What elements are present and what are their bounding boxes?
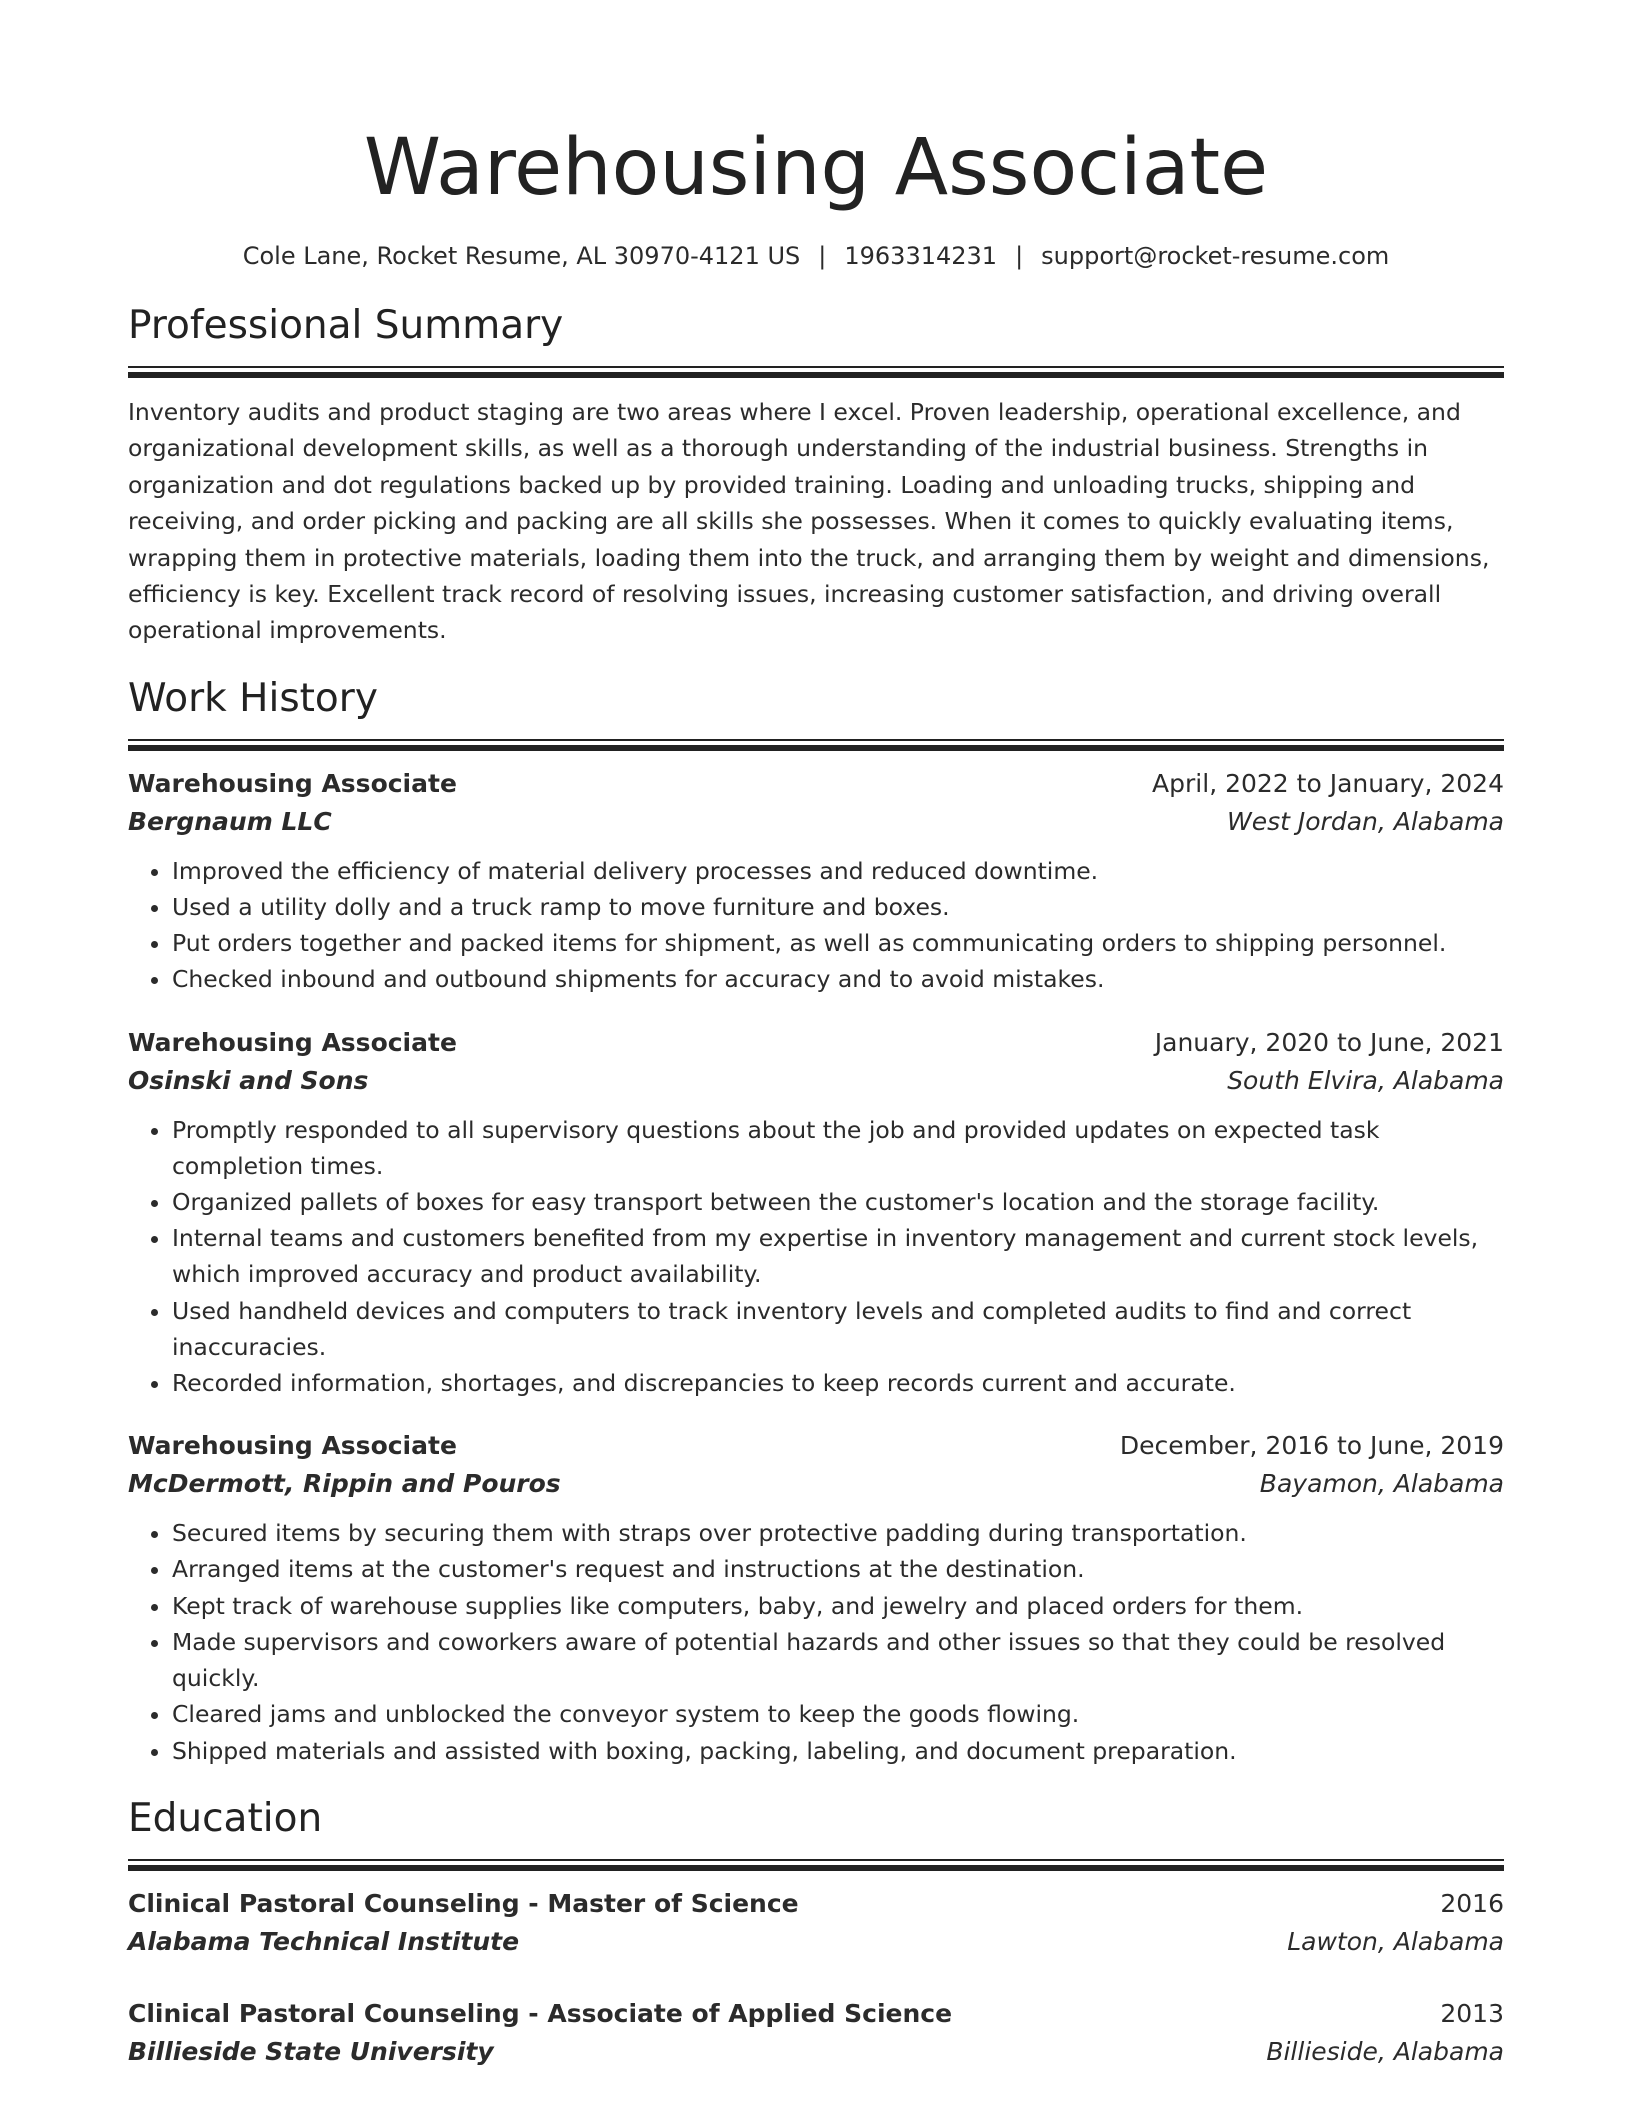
job-dates: January, 2020 to June, 2021: [1154, 1027, 1504, 1057]
list-item: • Used handheld devices and computers to track inventory levels and completed audits to find and correct inaccuracies.: [172, 1293, 1504, 1365]
job-entry: [128, 765, 1504, 998]
list-item: • Secured items by securing them with straps over protective padding during transportation.: [172, 1515, 1504, 1551]
section-title-work: Work History: [128, 675, 378, 721]
list-item: • Internal teams and customers benefited from my expertise in inventory management and current stock levels, which improved accuracy and product availability.: [172, 1220, 1504, 1292]
education-location: Lawton, Alabama: [1287, 1926, 1504, 1956]
list-item: • Promptly responded to all supervisory questions about the job and provided updates on expected task completion times.: [172, 1112, 1504, 1184]
education-entry: [128, 1995, 1504, 2071]
summary-section: [128, 300, 1504, 649]
job-company: Osinski and Sons: [128, 1065, 369, 1095]
education-school: Billieside State University: [128, 2036, 494, 2066]
summary-text: Inventory audits and product staging are two areas where I excel. Proven leadership, operational excellence, and organizational development skills, as well as a thorough understanding of the industrial business. Strengths in organization and dot regulations backed up by provided training. Loading and unloading trucks, shipping and receiving, and order picking and packing are all skills she possesses. When it comes to quickly evaluating items, wrapping them in protective materials, loading them into the truck, and arranging them by weight and dimensions, efficiency is key. Excellent track record of resolving issues, increasing customer satisfaction, and driving overall operational improvements.: [128, 398, 1490, 645]
job-location: South Elvira, Alabama: [1227, 1065, 1504, 1095]
education-year: 2016: [1440, 1888, 1504, 1918]
job-title: Warehousing Associate: [128, 768, 457, 798]
job-location: West Jordan, Alabama: [1227, 806, 1504, 836]
list-item: • Cleared jams and unblocked the conveyor system to keep the goods flowing.: [172, 1696, 1504, 1732]
section-title-summary: Professional Summary: [128, 303, 564, 348]
section-divider-thick: [128, 1865, 1504, 1871]
job-title: Warehousing Associate: [128, 1027, 457, 1057]
list-item: • Put orders together and packed items for shipment, as well as communicating orders to shipping personnel.: [172, 925, 1504, 961]
list-item: • Used a utility dolly and a truck ramp to move furniture and boxes.: [172, 889, 1504, 925]
job-location: Bayamon, Alabama: [1259, 1469, 1504, 1499]
list-item: • Arranged items at the customer's request and instructions at the destination.: [172, 1551, 1504, 1587]
education-degree: Clinical Pastoral Counseling - Master of Science: [128, 1888, 799, 1918]
education-entry: [128, 1885, 1504, 1961]
list-item: • Organized pallets of boxes for easy transport between the customer's location and the storage facility.: [172, 1184, 1504, 1220]
job-company: Bergnaum LLC: [128, 806, 332, 836]
contact-line: [128, 240, 1504, 272]
work-section: [128, 673, 1504, 1769]
contact-email: support@rocket-resume.com: [1041, 242, 1390, 270]
list-item: • Checked inbound and outbound shipments for accuracy and to avoid mistakes.: [172, 961, 1504, 997]
list-item: • Recorded information, shortages, and discrepancies to keep records current and accurate.: [172, 1365, 1504, 1401]
section-divider: [128, 366, 1504, 368]
job-bullets: [128, 1515, 1504, 1768]
contact-address: Cole Lane, Rocket Resume, AL 30970-4121 US: [242, 242, 801, 270]
job-bullets: [128, 1112, 1504, 1402]
job-entry: [128, 1427, 1504, 1768]
section-divider: [128, 739, 1504, 741]
education-section: [128, 1793, 1504, 2071]
education-degree: Clinical Pastoral Counseling - Associate of Applied Science: [128, 1998, 953, 2028]
contact-separator: |: [818, 242, 827, 270]
resume-page: [128, 0, 1504, 2071]
contact-separator: |: [1015, 242, 1024, 270]
job-title: Warehousing Associate: [128, 1431, 457, 1461]
list-item: • Kept track of warehouse supplies like computers, baby, and jewelry and placed orders for them.: [172, 1588, 1504, 1624]
education-year: 2013: [1440, 1998, 1504, 2028]
list-item: • Improved the efficiency of material delivery processes and reduced downtime.: [172, 853, 1504, 889]
section-divider: [128, 1859, 1504, 1861]
education-location: Billieside, Alabama: [1266, 2036, 1504, 2066]
section-title-education: Education: [128, 1795, 323, 1841]
list-item: • Shipped materials and assisted with boxing, packing, labeling, and document preparation.: [172, 1733, 1504, 1769]
job-dates: April, 2022 to January, 2024: [1152, 768, 1504, 798]
list-item: • Made supervisors and coworkers aware of potential hazards and other issues so that they could be resolved quickly.: [172, 1624, 1504, 1696]
education-school: Alabama Technical Institute: [128, 1926, 520, 1956]
job-company: McDermott, Rippin and Pouros: [128, 1469, 561, 1499]
job-dates: December, 2016 to June, 2019: [1119, 1431, 1504, 1461]
section-divider-thick: [128, 372, 1504, 378]
section-divider-thick: [128, 745, 1504, 751]
contact-phone: 1963314231: [844, 242, 998, 270]
job-bullets: [128, 853, 1504, 998]
job-entry: [128, 1024, 1504, 1402]
resume-name: Warehousing Associate: [363, 123, 1269, 213]
